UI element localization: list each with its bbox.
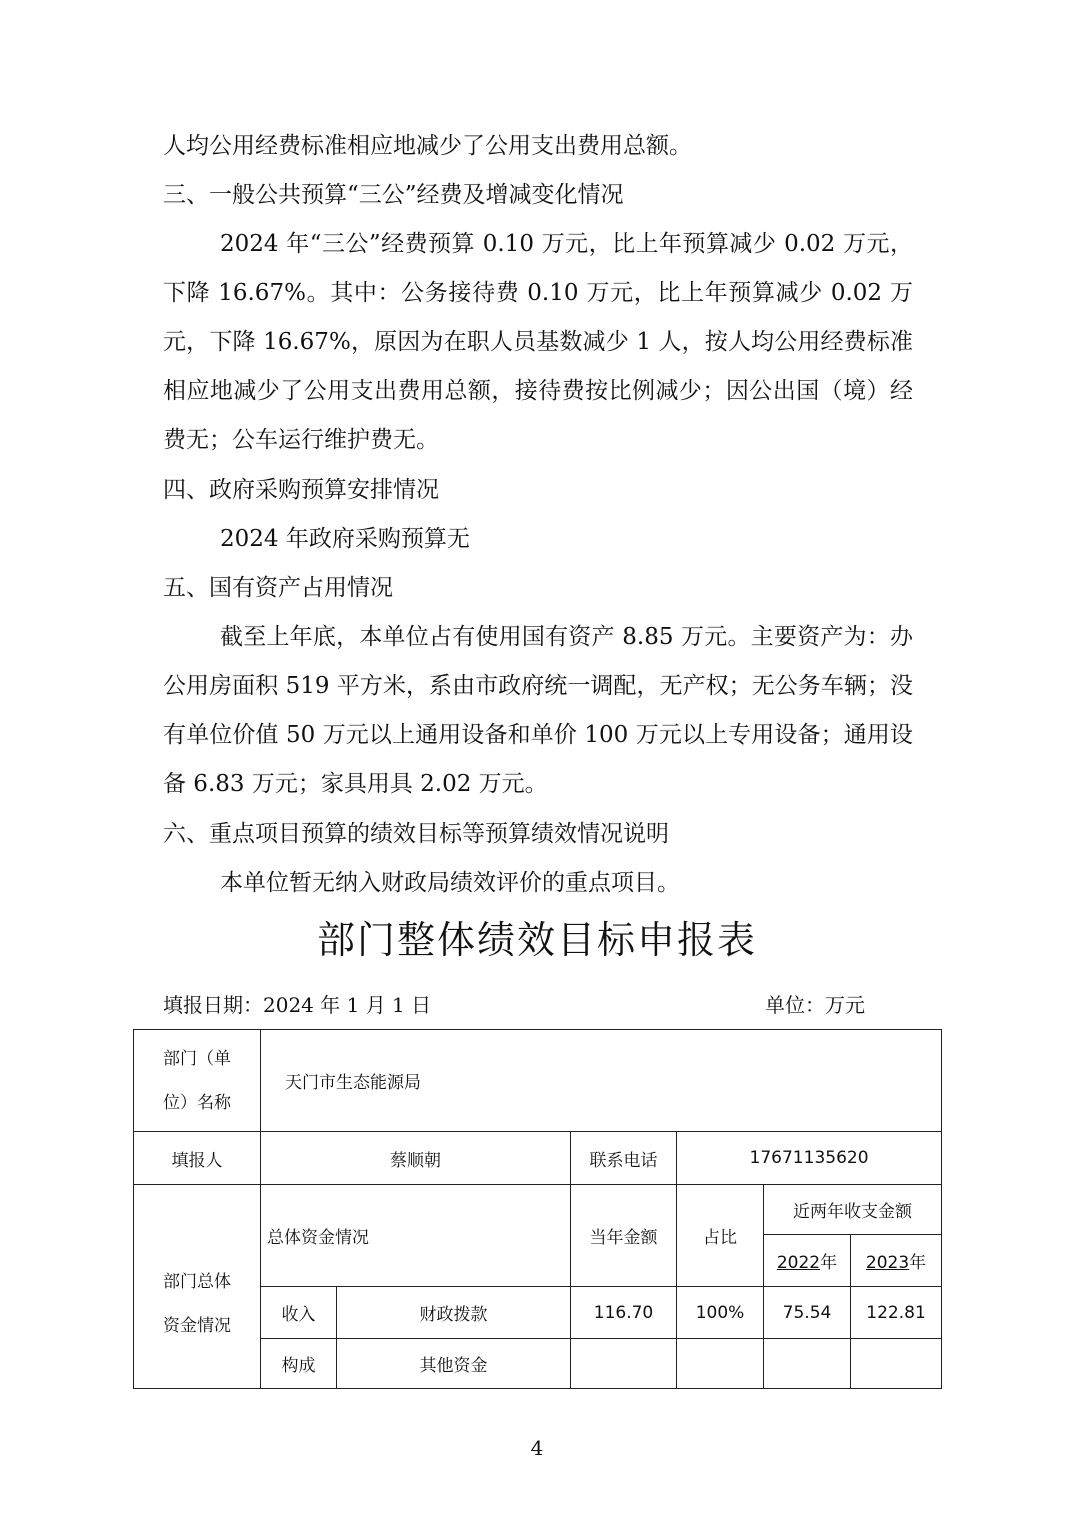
section-text-6: 本单位暂无纳入财政局绩效评价的重点项目。 [220, 870, 680, 896]
table-row [134, 1132, 942, 1185]
year-2023-header [851, 1235, 942, 1287]
section-heading-6: 六、重点项目预算的绩效目标等预算绩效情况说明 [163, 821, 669, 847]
filler-name: 蔡顺朝 [261, 1132, 571, 1185]
table-row [134, 1185, 942, 1235]
other-2023-amount [851, 1339, 942, 1389]
year-suffix: 年 [909, 1253, 927, 1273]
page-number: 4 [530, 1436, 544, 1460]
two-year-header: 近两年收支金额 [764, 1185, 942, 1235]
table-row [134, 1030, 942, 1132]
fiscal-current-amount: 116.70 [571, 1287, 677, 1339]
other-current-amount [571, 1339, 677, 1389]
section-text-4: 2024 年政府采购预算无 [220, 526, 470, 552]
filler-label: 填报人 [134, 1132, 261, 1185]
fiscal-2023-amount: 122.81 [851, 1287, 942, 1339]
other-funds-label: 其他资金 [337, 1339, 571, 1389]
year-2023-number: 2023 [865, 1253, 910, 1273]
fiscal-2022-amount: 75.54 [764, 1287, 851, 1339]
composition-label: 构成 [261, 1339, 337, 1389]
performance-target-table [133, 1029, 942, 1389]
unit-label: 单位：万元 [765, 993, 865, 1017]
section-heading-5: 五、国有资产占用情况 [163, 575, 393, 601]
funds-label: 部门总体 [163, 1271, 231, 1292]
fill-date: 填报日期：2024 年 1 月 1 日 [163, 993, 432, 1017]
overall-funds-label: 总体资金情况 [261, 1185, 571, 1287]
dept-name-value: 天门市生态能源局 [261, 1030, 942, 1132]
phone-label: 联系电话 [571, 1132, 677, 1185]
fiscal-ratio: 100% [677, 1287, 764, 1339]
paragraph-continuation: 人均公用经费标准相应地减少了公用支出费用总额。 [163, 133, 692, 159]
section-heading-3: 三、一般公共预算“三公”经费及增减变化情况 [163, 182, 624, 208]
other-2022-amount [764, 1339, 851, 1389]
funds-label: 资金情况 [163, 1315, 231, 1336]
income-label: 收入 [261, 1287, 337, 1339]
phone-value: 17671135620 [677, 1132, 942, 1185]
dept-name-label: 位）名称 [163, 1092, 231, 1113]
dept-name-label: 部门（单 [163, 1048, 231, 1069]
year-suffix: 年 [820, 1253, 838, 1273]
ratio-header: 占比 [677, 1185, 764, 1287]
current-amount-header: 当年金额 [571, 1185, 677, 1287]
other-ratio [677, 1339, 764, 1389]
form-title: 部门整体绩效目标申报表 [316, 918, 757, 962]
year-2022-number: 2022 [776, 1253, 821, 1273]
section-text-3: 2024 年“三公”经费预算 0.10 万元，比上年预算减少 0.02 万元，下降 16.67%。其中：公务接待费 0.10 万元，比上年预算减少 0.02 万元，下降 16.67%，原因为在职人员基数减少 1 人，按人均公用经费标准相应地减少了公用支出费用总额，接待费按比例减少；因公出国（境）经费无；公车运行维护费无。 [163, 231, 913, 453]
funds-label-cell [134, 1185, 261, 1389]
year-2022-header [764, 1235, 851, 1287]
section-heading-4: 四、政府采购预算安排情况 [163, 477, 439, 503]
section-text-5: 截至上年底，本单位占有使用国有资产 8.85 万元。主要资产为：办公用房面积 519 平方米，系由市政府统一调配，无产权；无公务车辆；没有单位价值 50 万元以上通用设备和单价 100 万元以上专用设备；通用设备 6.83 万元；家具用具 2.02 万元。 [163, 624, 913, 797]
dept-name-label-cell [134, 1030, 261, 1132]
fiscal-appropriation-label: 财政拨款 [337, 1287, 571, 1339]
